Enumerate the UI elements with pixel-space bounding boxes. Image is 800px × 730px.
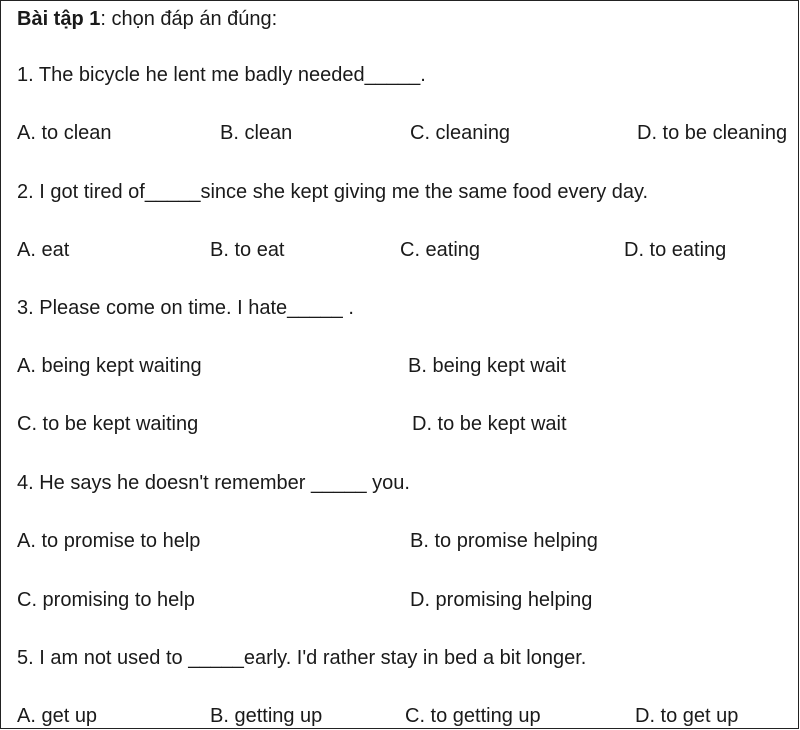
question-2-option-d: D. to eating: [624, 239, 727, 261]
question-1-text: 1. The bicycle he lent me badly needed_____.: [17, 64, 426, 86]
question-3-option-d: D. to be kept wait: [412, 413, 567, 435]
question-5-text: 5. I am not used to _____early. I'd rather stay in bed a bit longer.: [17, 647, 587, 669]
question-5-option-d: D. to get up: [635, 705, 739, 727]
question-1-option-c: C. cleaning: [410, 122, 511, 144]
question-5-option-c: C. to getting up: [405, 705, 541, 727]
question-1-option-b: B. clean: [220, 122, 293, 144]
question-5-option-b: B. getting up: [210, 705, 323, 727]
question-1-option-d: D. to be cleaning: [637, 122, 788, 144]
question-2-option-b: B. to eat: [210, 239, 285, 261]
exercise-heading: [17, 7, 277, 31]
question-2-option-c: C. eating: [400, 239, 481, 261]
question-3-option-a: A. being kept waiting: [17, 355, 202, 377]
question-3-option-c: C. to be kept waiting: [17, 413, 199, 435]
question-1-option-a: A. to clean: [17, 122, 112, 144]
question-3-text: 3. Please come on time. I hate_____ .: [17, 297, 354, 319]
question-4-option-a: A. to promise to help: [17, 530, 201, 552]
exercise-heading-instruction: : chọn đáp án đúng:: [100, 8, 278, 30]
question-3-option-b: B. being kept wait: [408, 355, 566, 377]
question-2-option-a: A. eat: [17, 239, 70, 261]
question-2-text: 2. I got tired of_____since she kept giving me the same food every day.: [17, 181, 649, 203]
question-5-option-a: A. get up: [17, 705, 98, 727]
exercise-heading-label: Bài tập 1: [17, 8, 101, 30]
question-4-option-d: D. promising helping: [410, 589, 593, 611]
question-4-option-c: C. promising to help: [17, 589, 195, 611]
question-4-text: 4. He says he doesn't remember _____ you.: [17, 472, 410, 494]
question-4-option-b: B. to promise helping: [410, 530, 598, 552]
